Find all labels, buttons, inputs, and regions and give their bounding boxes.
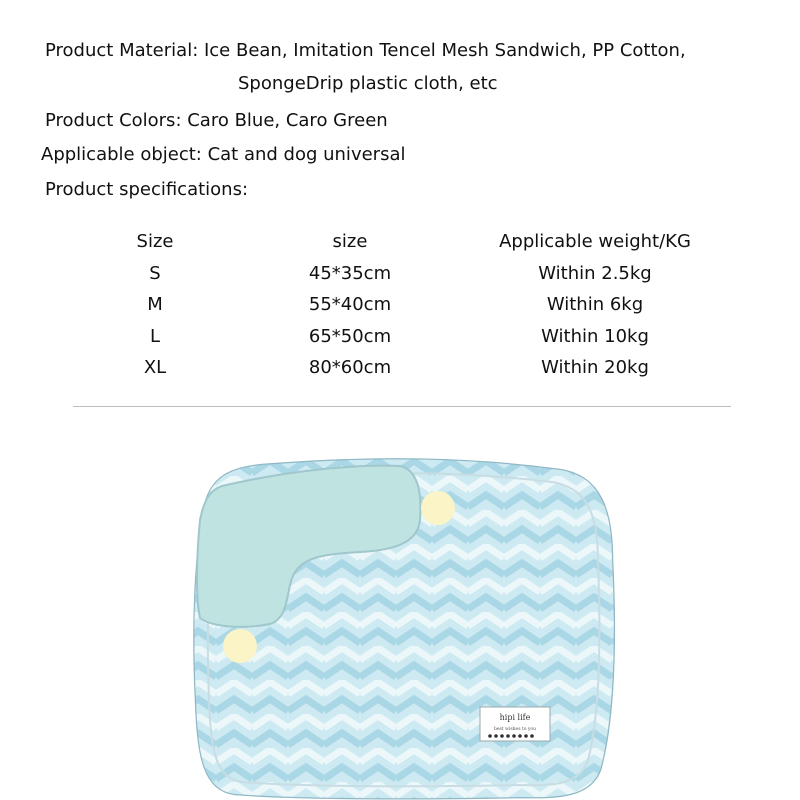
row-m-size: M xyxy=(147,294,163,315)
row-xl-weight: Within 20kg xyxy=(541,357,649,378)
row-s-size: S xyxy=(149,263,161,284)
row-l-weight: Within 10kg xyxy=(541,326,649,347)
row-m-weight: Within 6kg xyxy=(546,294,644,315)
tag-brand-text: hipi life xyxy=(499,713,531,722)
material-line-2: SpongeDrip plastic cloth, etc xyxy=(238,73,498,94)
object-line: Applicable object: Cat and dog universal xyxy=(41,144,406,165)
header-dimensions: size xyxy=(332,231,368,252)
yellow-dot-top xyxy=(421,491,455,525)
material-line-1: Product Material: Ice Bean, Imitation Tencel Mesh Sandwich, PP Cotton, xyxy=(45,40,686,61)
row-xl-size: XL xyxy=(143,357,167,378)
tag-slogan-text: best wishes to you xyxy=(493,727,537,732)
header-size-label: Size xyxy=(136,231,174,252)
specs-heading: Product specifications: xyxy=(45,179,249,200)
row-l-size: L xyxy=(149,326,161,347)
yellow-dot-bottom xyxy=(223,629,257,663)
row-xl-dimensions: 80*60cm xyxy=(308,357,392,378)
row-s-weight: Within 2.5kg xyxy=(538,263,652,284)
row-l-dimensions: 65*50cm xyxy=(308,326,392,347)
row-s-dimensions: 45*35cm xyxy=(308,263,392,284)
brand-tag xyxy=(480,707,550,741)
row-m-dimensions: 55*40cm xyxy=(308,294,392,315)
colors-line: Product Colors: Caro Blue, Caro Green xyxy=(45,110,388,131)
header-weight: Applicable weight/KG xyxy=(499,231,691,252)
